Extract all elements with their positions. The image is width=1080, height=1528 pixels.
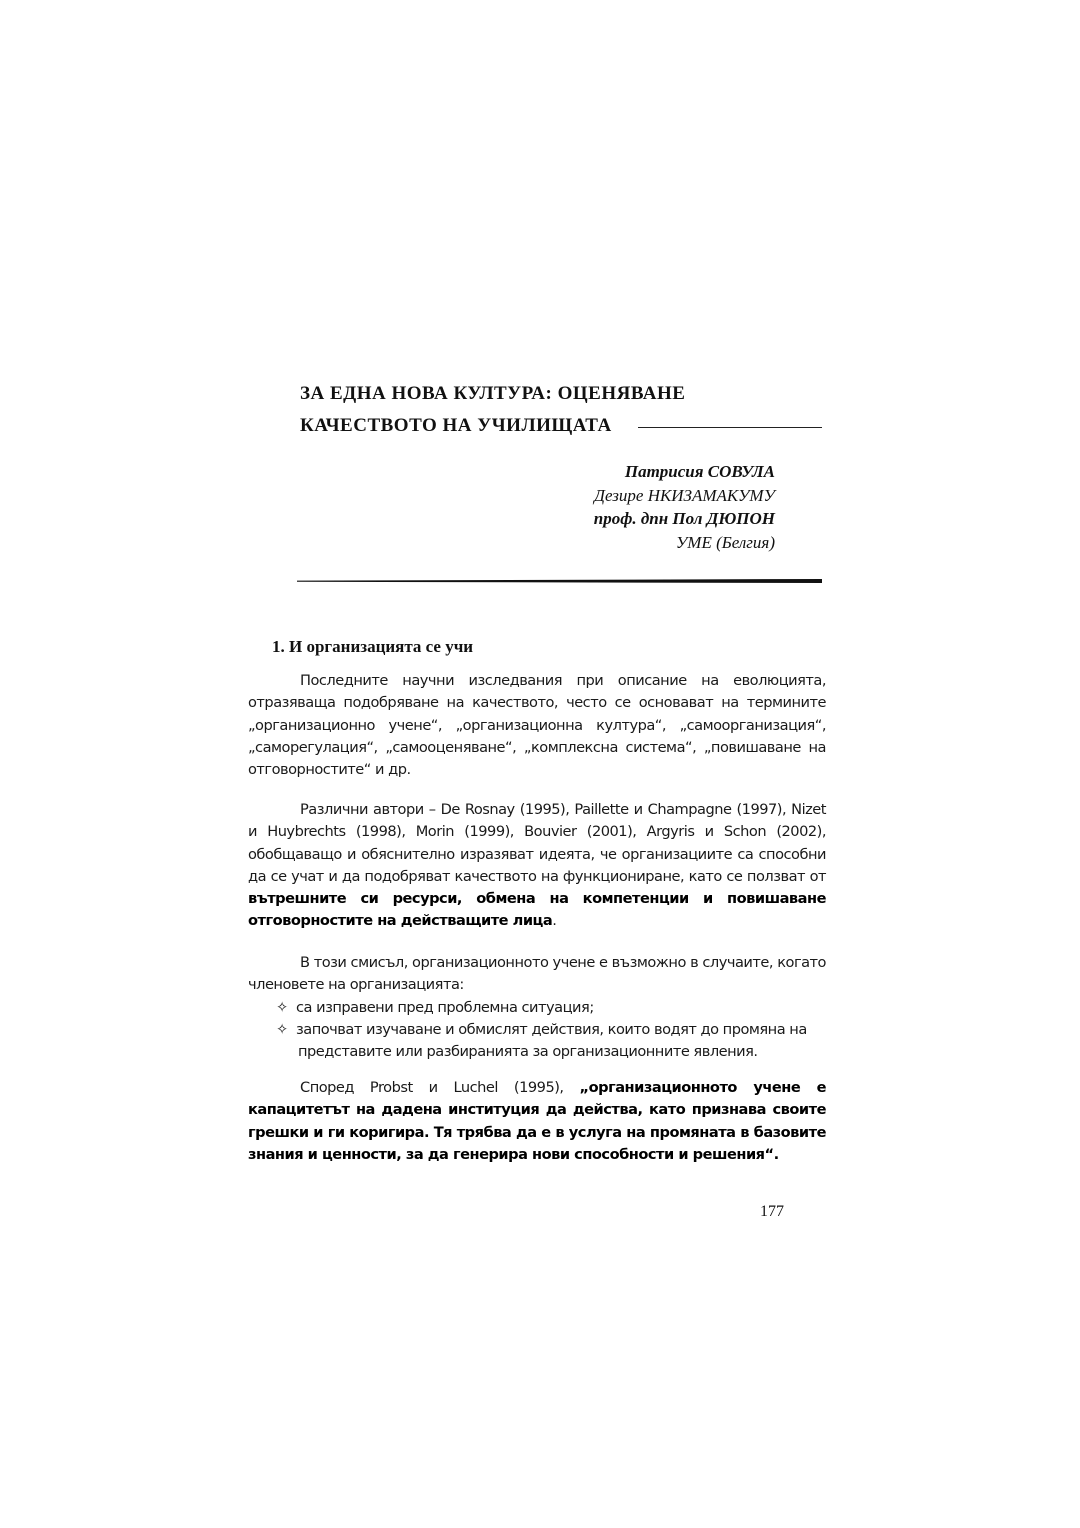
- section-divider: [297, 579, 822, 583]
- list-item-text: са изправени пред проблемна ситуация;: [296, 998, 594, 1016]
- bullet-icon: ✧: [276, 998, 288, 1016]
- paragraph-4-text: [248, 1077, 826, 1166]
- paragraph-1-text: Последните научни изследвания при описание на еволюцията, отразяваща подобряване на качеството, често се основават на термините „организационно учене“, „организационна култура“, „самоорганизация“, „саморегулация“, „самооценяване“, „комплексна система“, „повишаване на отговорностите“ и др.: [248, 672, 826, 779]
- author-block: [594, 460, 775, 554]
- paragraph-4: [248, 1077, 826, 1166]
- paragraph-2: [248, 799, 826, 933]
- paragraph-4-start: Според Probst и Luchel (1995),: [300, 1079, 580, 1096]
- paragraph-2-end: .: [552, 912, 557, 930]
- paragraph-2-start: Различни автори – De Rosnay (1995), Paillette и Champagne (1997), Nizet и Huybrechts (1998), Morin (1999), Bouvier (2001), Argyris и Schon (2002), обобщаващо и обяснително изразяват идеята, че организациите са способни да се учат и да подобряват качеството на функциониране, като се ползват от: [248, 801, 826, 885]
- author-1: Патрисия СОВУЛА: [624, 462, 775, 481]
- bullet-icon: ✧: [276, 1020, 288, 1038]
- author-affiliation: УМЕ (Белгия): [675, 532, 775, 552]
- author-3: проф. дпн Пол ДЮПОН: [593, 509, 775, 528]
- bullet-list: [248, 997, 826, 1064]
- paragraph-4-quote: „организационното учене е капацитетът на дадена институция да действа, като признава своите грешки и ги коригира. Тя трябва да е в услуга на промяната в базовите знания и ценности, за да генерира нови способности и решения“.: [248, 1079, 827, 1163]
- paragraph-2-text: [248, 799, 826, 933]
- page-number: 177: [760, 1203, 784, 1220]
- list-item: [248, 1019, 826, 1064]
- list-item: [248, 997, 826, 1019]
- paragraph-1: [248, 670, 826, 781]
- title-line-1: ЗА ЕДНА НОВА КУЛТУРА: ОЦЕНЯВАНЕ: [300, 383, 686, 404]
- article-title: [300, 378, 685, 442]
- list-item-text: започват изучаване и обмислят действия, които водят до промяна на представите или разбиранията за организационните явления.: [296, 1020, 807, 1061]
- author-2: Дезире НКИЗАМАКУМУ: [594, 485, 775, 505]
- title-rule: [638, 427, 822, 428]
- paragraph-3-intro: В този смисъл, организационното учене е възможно в случаите, когато членовете на организацията:: [248, 954, 826, 994]
- section-heading: 1. И организацията се учи: [272, 637, 474, 656]
- paragraph-2-emphasis: вътрешните си ресурси, обмена на компетенции и повишаване отговорностите на действащите лица: [248, 890, 826, 930]
- paragraph-3: [248, 952, 826, 1063]
- title-line-2: КАЧЕСТВОТО НА УЧИЛИЩАТА: [300, 415, 612, 436]
